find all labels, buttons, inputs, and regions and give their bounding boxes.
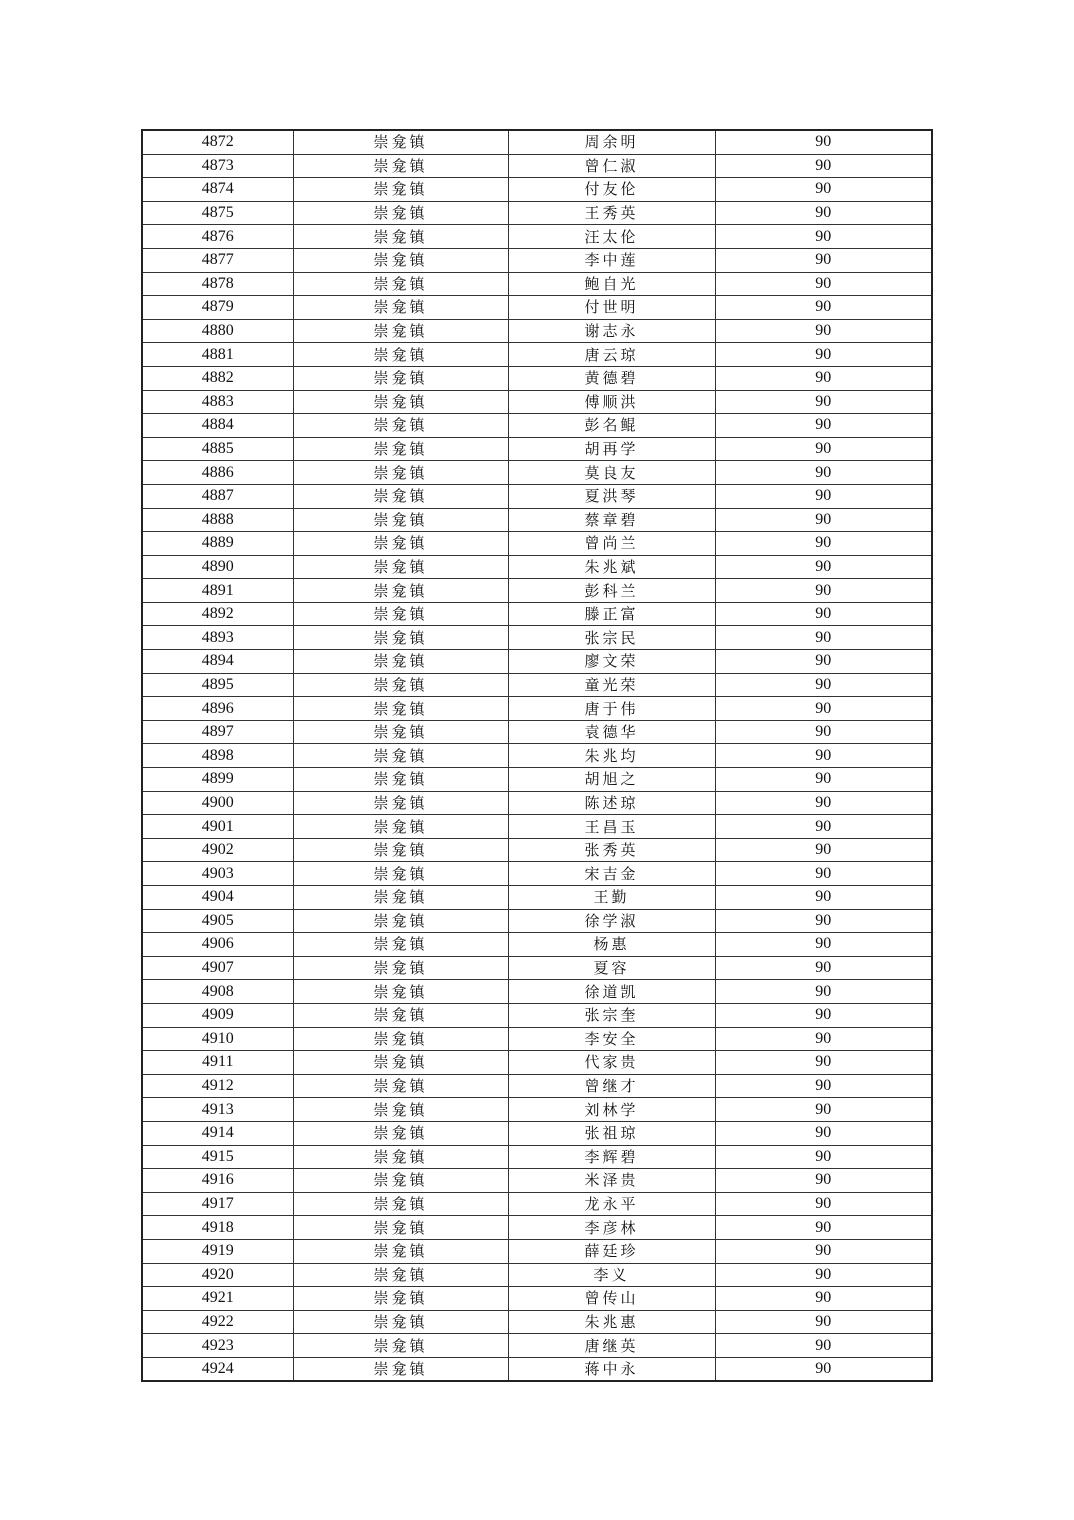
name-cell: 杨惠 xyxy=(508,933,715,957)
name-cell: 张秀英 xyxy=(508,838,715,862)
table-row xyxy=(142,1027,932,1051)
town-cell: 崇龛镇 xyxy=(293,555,508,579)
row-number-cell: 4919 xyxy=(142,1239,293,1263)
score-cell: 90 xyxy=(715,602,932,626)
row-number-cell: 4901 xyxy=(142,815,293,839)
row-number-cell: 4877 xyxy=(142,248,293,272)
row-number-cell: 4881 xyxy=(142,343,293,367)
town-cell: 崇龛镇 xyxy=(293,626,508,650)
town-cell: 崇龛镇 xyxy=(293,886,508,910)
town-cell: 崇龛镇 xyxy=(293,508,508,532)
town-cell: 崇龛镇 xyxy=(293,1239,508,1263)
name-cell: 刘林学 xyxy=(508,1098,715,1122)
table-row xyxy=(142,933,932,957)
row-number-cell: 4923 xyxy=(142,1334,293,1358)
town-cell: 崇龛镇 xyxy=(293,1145,508,1169)
town-cell: 崇龛镇 xyxy=(293,1192,508,1216)
town-cell: 崇龛镇 xyxy=(293,815,508,839)
table-row xyxy=(142,296,932,320)
name-cell: 张宗奎 xyxy=(508,1003,715,1027)
town-cell: 崇龛镇 xyxy=(293,862,508,886)
town-cell: 崇龛镇 xyxy=(293,650,508,674)
table-row xyxy=(142,673,932,697)
town-cell: 崇龛镇 xyxy=(293,1169,508,1193)
name-cell: 蔡章碧 xyxy=(508,508,715,532)
roster-table-body xyxy=(142,130,932,1381)
town-cell: 崇龛镇 xyxy=(293,1051,508,1075)
score-cell: 90 xyxy=(715,1074,932,1098)
town-cell: 崇龛镇 xyxy=(293,1216,508,1240)
table-row xyxy=(142,744,932,768)
town-cell: 崇龛镇 xyxy=(293,343,508,367)
table-row xyxy=(142,1192,932,1216)
name-cell: 李彦林 xyxy=(508,1216,715,1240)
row-number-cell: 4898 xyxy=(142,744,293,768)
row-number-cell: 4890 xyxy=(142,555,293,579)
score-cell: 90 xyxy=(715,744,932,768)
name-cell: 朱兆均 xyxy=(508,744,715,768)
town-cell: 崇龛镇 xyxy=(293,697,508,721)
town-cell: 崇龛镇 xyxy=(293,130,508,154)
name-cell: 黄德碧 xyxy=(508,366,715,390)
row-number-cell: 4872 xyxy=(142,130,293,154)
name-cell: 鲍自光 xyxy=(508,272,715,296)
table-row xyxy=(142,1051,932,1075)
score-cell: 90 xyxy=(715,1121,932,1145)
name-cell: 龙永平 xyxy=(508,1192,715,1216)
table-row xyxy=(142,791,932,815)
table-row xyxy=(142,272,932,296)
roster-table xyxy=(141,129,933,1382)
name-cell: 朱兆斌 xyxy=(508,555,715,579)
name-cell: 薛廷珍 xyxy=(508,1239,715,1263)
table-row xyxy=(142,626,932,650)
table-row xyxy=(142,178,932,202)
town-cell: 崇龛镇 xyxy=(293,956,508,980)
town-cell: 崇龛镇 xyxy=(293,838,508,862)
name-cell: 袁德华 xyxy=(508,720,715,744)
town-cell: 崇龛镇 xyxy=(293,484,508,508)
score-cell: 90 xyxy=(715,508,932,532)
table-row xyxy=(142,201,932,225)
town-cell: 崇龛镇 xyxy=(293,1003,508,1027)
table-row xyxy=(142,154,932,178)
row-number-cell: 4906 xyxy=(142,933,293,957)
score-cell: 90 xyxy=(715,791,932,815)
score-cell: 90 xyxy=(715,201,932,225)
score-cell: 90 xyxy=(715,1192,932,1216)
name-cell: 曾继才 xyxy=(508,1074,715,1098)
score-cell: 90 xyxy=(715,555,932,579)
town-cell: 崇龛镇 xyxy=(293,532,508,556)
row-number-cell: 4892 xyxy=(142,602,293,626)
town-cell: 崇龛镇 xyxy=(293,744,508,768)
row-number-cell: 4878 xyxy=(142,272,293,296)
table-row xyxy=(142,225,932,249)
score-cell: 90 xyxy=(715,366,932,390)
town-cell: 崇龛镇 xyxy=(293,390,508,414)
score-cell: 90 xyxy=(715,933,932,957)
town-cell: 崇龛镇 xyxy=(293,1357,508,1381)
name-cell: 徐学淑 xyxy=(508,909,715,933)
table-row xyxy=(142,532,932,556)
row-number-cell: 4887 xyxy=(142,484,293,508)
row-number-cell: 4891 xyxy=(142,579,293,603)
row-number-cell: 4874 xyxy=(142,178,293,202)
name-cell: 王秀英 xyxy=(508,201,715,225)
table-row xyxy=(142,650,932,674)
row-number-cell: 4909 xyxy=(142,1003,293,1027)
town-cell: 崇龛镇 xyxy=(293,768,508,792)
table-row xyxy=(142,956,932,980)
score-cell: 90 xyxy=(715,650,932,674)
row-number-cell: 4907 xyxy=(142,956,293,980)
table-row xyxy=(142,248,932,272)
town-cell: 崇龛镇 xyxy=(293,1310,508,1334)
score-cell: 90 xyxy=(715,1216,932,1240)
name-cell: 胡再学 xyxy=(508,437,715,461)
score-cell: 90 xyxy=(715,862,932,886)
row-number-cell: 4899 xyxy=(142,768,293,792)
row-number-cell: 4889 xyxy=(142,532,293,556)
town-cell: 崇龛镇 xyxy=(293,1334,508,1358)
name-cell: 付友伦 xyxy=(508,178,715,202)
score-cell: 90 xyxy=(715,626,932,650)
row-number-cell: 4918 xyxy=(142,1216,293,1240)
score-cell: 90 xyxy=(715,532,932,556)
score-cell: 90 xyxy=(715,343,932,367)
row-number-cell: 4924 xyxy=(142,1357,293,1381)
town-cell: 崇龛镇 xyxy=(293,1287,508,1311)
town-cell: 崇龛镇 xyxy=(293,272,508,296)
table-row xyxy=(142,1263,932,1287)
row-number-cell: 4893 xyxy=(142,626,293,650)
score-cell: 90 xyxy=(715,697,932,721)
table-row xyxy=(142,414,932,438)
row-number-cell: 4897 xyxy=(142,720,293,744)
score-cell: 90 xyxy=(715,720,932,744)
row-number-cell: 4904 xyxy=(142,886,293,910)
name-cell: 谢志永 xyxy=(508,319,715,343)
score-cell: 90 xyxy=(715,248,932,272)
name-cell: 夏容 xyxy=(508,956,715,980)
town-cell: 崇龛镇 xyxy=(293,1263,508,1287)
town-cell: 崇龛镇 xyxy=(293,154,508,178)
name-cell: 张宗民 xyxy=(508,626,715,650)
name-cell: 米泽贵 xyxy=(508,1169,715,1193)
table-row xyxy=(142,366,932,390)
name-cell: 蒋中永 xyxy=(508,1357,715,1381)
score-cell: 90 xyxy=(715,1310,932,1334)
row-number-cell: 4875 xyxy=(142,201,293,225)
name-cell: 宋吉金 xyxy=(508,862,715,886)
score-cell: 90 xyxy=(715,319,932,343)
name-cell: 曾尚兰 xyxy=(508,532,715,556)
row-number-cell: 4910 xyxy=(142,1027,293,1051)
score-cell: 90 xyxy=(715,1357,932,1381)
score-cell: 90 xyxy=(715,178,932,202)
row-number-cell: 4882 xyxy=(142,366,293,390)
table-row xyxy=(142,1216,932,1240)
row-number-cell: 4922 xyxy=(142,1310,293,1334)
row-number-cell: 4876 xyxy=(142,225,293,249)
row-number-cell: 4916 xyxy=(142,1169,293,1193)
score-cell: 90 xyxy=(715,1239,932,1263)
name-cell: 彭科兰 xyxy=(508,579,715,603)
score-cell: 90 xyxy=(715,225,932,249)
name-cell: 曾仁淑 xyxy=(508,154,715,178)
score-cell: 90 xyxy=(715,673,932,697)
name-cell: 周余明 xyxy=(508,130,715,154)
table-row xyxy=(142,343,932,367)
town-cell: 崇龛镇 xyxy=(293,602,508,626)
table-row xyxy=(142,1145,932,1169)
table-row xyxy=(142,130,932,154)
score-cell: 90 xyxy=(715,1169,932,1193)
score-cell: 90 xyxy=(715,1098,932,1122)
table-row xyxy=(142,720,932,744)
row-number-cell: 4917 xyxy=(142,1192,293,1216)
name-cell: 王昌玉 xyxy=(508,815,715,839)
name-cell: 徐道凯 xyxy=(508,980,715,1004)
name-cell: 曾传山 xyxy=(508,1287,715,1311)
table-row xyxy=(142,1074,932,1098)
table-row xyxy=(142,319,932,343)
row-number-cell: 4888 xyxy=(142,508,293,532)
row-number-cell: 4914 xyxy=(142,1121,293,1145)
town-cell: 崇龛镇 xyxy=(293,366,508,390)
town-cell: 崇龛镇 xyxy=(293,248,508,272)
name-cell: 唐于伟 xyxy=(508,697,715,721)
row-number-cell: 4885 xyxy=(142,437,293,461)
row-number-cell: 4915 xyxy=(142,1145,293,1169)
name-cell: 唐云琼 xyxy=(508,343,715,367)
row-number-cell: 4879 xyxy=(142,296,293,320)
score-cell: 90 xyxy=(715,768,932,792)
score-cell: 90 xyxy=(715,909,932,933)
row-number-cell: 4913 xyxy=(142,1098,293,1122)
row-number-cell: 4884 xyxy=(142,414,293,438)
town-cell: 崇龛镇 xyxy=(293,579,508,603)
row-number-cell: 4911 xyxy=(142,1051,293,1075)
score-cell: 90 xyxy=(715,154,932,178)
score-cell: 90 xyxy=(715,390,932,414)
name-cell: 莫良友 xyxy=(508,461,715,485)
row-number-cell: 4905 xyxy=(142,909,293,933)
row-number-cell: 4894 xyxy=(142,650,293,674)
town-cell: 崇龛镇 xyxy=(293,461,508,485)
name-cell: 李辉碧 xyxy=(508,1145,715,1169)
table-row xyxy=(142,1003,932,1027)
score-cell: 90 xyxy=(715,437,932,461)
table-row xyxy=(142,909,932,933)
score-cell: 90 xyxy=(715,1027,932,1051)
row-number-cell: 4903 xyxy=(142,862,293,886)
table-row xyxy=(142,1310,932,1334)
name-cell: 滕正富 xyxy=(508,602,715,626)
table-row xyxy=(142,768,932,792)
score-cell: 90 xyxy=(715,414,932,438)
name-cell: 陈述琼 xyxy=(508,791,715,815)
town-cell: 崇龛镇 xyxy=(293,1121,508,1145)
row-number-cell: 4920 xyxy=(142,1263,293,1287)
town-cell: 崇龛镇 xyxy=(293,414,508,438)
score-cell: 90 xyxy=(715,1334,932,1358)
score-cell: 90 xyxy=(715,461,932,485)
name-cell: 夏洪琴 xyxy=(508,484,715,508)
score-cell: 90 xyxy=(715,886,932,910)
score-cell: 90 xyxy=(715,1263,932,1287)
name-cell: 李义 xyxy=(508,1263,715,1287)
score-cell: 90 xyxy=(715,579,932,603)
town-cell: 崇龛镇 xyxy=(293,178,508,202)
town-cell: 崇龛镇 xyxy=(293,933,508,957)
row-number-cell: 4873 xyxy=(142,154,293,178)
town-cell: 崇龛镇 xyxy=(293,296,508,320)
table-row xyxy=(142,437,932,461)
name-cell: 汪太伦 xyxy=(508,225,715,249)
table-row xyxy=(142,1287,932,1311)
name-cell: 彭名鲲 xyxy=(508,414,715,438)
name-cell: 张祖琼 xyxy=(508,1121,715,1145)
row-number-cell: 4895 xyxy=(142,673,293,697)
score-cell: 90 xyxy=(715,296,932,320)
name-cell: 付世明 xyxy=(508,296,715,320)
name-cell: 童光荣 xyxy=(508,673,715,697)
name-cell: 胡旭之 xyxy=(508,768,715,792)
score-cell: 90 xyxy=(715,484,932,508)
table-row xyxy=(142,838,932,862)
town-cell: 崇龛镇 xyxy=(293,437,508,461)
table-row xyxy=(142,484,932,508)
score-cell: 90 xyxy=(715,1003,932,1027)
row-number-cell: 4896 xyxy=(142,697,293,721)
table-row xyxy=(142,579,932,603)
table-row xyxy=(142,886,932,910)
table-row xyxy=(142,1239,932,1263)
town-cell: 崇龛镇 xyxy=(293,720,508,744)
table-row xyxy=(142,815,932,839)
score-cell: 90 xyxy=(715,815,932,839)
score-cell: 90 xyxy=(715,1051,932,1075)
row-number-cell: 4921 xyxy=(142,1287,293,1311)
table-row xyxy=(142,508,932,532)
score-cell: 90 xyxy=(715,980,932,1004)
score-cell: 90 xyxy=(715,272,932,296)
row-number-cell: 4908 xyxy=(142,980,293,1004)
row-number-cell: 4902 xyxy=(142,838,293,862)
table-row xyxy=(142,390,932,414)
table-row xyxy=(142,555,932,579)
town-cell: 崇龛镇 xyxy=(293,1098,508,1122)
town-cell: 崇龛镇 xyxy=(293,909,508,933)
name-cell: 廖文荣 xyxy=(508,650,715,674)
score-cell: 90 xyxy=(715,1287,932,1311)
row-number-cell: 4912 xyxy=(142,1074,293,1098)
table-row xyxy=(142,461,932,485)
table-row xyxy=(142,602,932,626)
row-number-cell: 4886 xyxy=(142,461,293,485)
score-cell: 90 xyxy=(715,956,932,980)
table-row xyxy=(142,980,932,1004)
row-number-cell: 4900 xyxy=(142,791,293,815)
score-cell: 90 xyxy=(715,838,932,862)
town-cell: 崇龛镇 xyxy=(293,980,508,1004)
table-row xyxy=(142,1357,932,1381)
town-cell: 崇龛镇 xyxy=(293,225,508,249)
town-cell: 崇龛镇 xyxy=(293,319,508,343)
name-cell: 李中莲 xyxy=(508,248,715,272)
town-cell: 崇龛镇 xyxy=(293,673,508,697)
name-cell: 唐继英 xyxy=(508,1334,715,1358)
name-cell: 朱兆惠 xyxy=(508,1310,715,1334)
name-cell: 代家贵 xyxy=(508,1051,715,1075)
table-row xyxy=(142,1169,932,1193)
score-cell: 90 xyxy=(715,1145,932,1169)
table-row xyxy=(142,862,932,886)
table-row xyxy=(142,1098,932,1122)
row-number-cell: 4883 xyxy=(142,390,293,414)
town-cell: 崇龛镇 xyxy=(293,201,508,225)
name-cell: 李安全 xyxy=(508,1027,715,1051)
row-number-cell: 4880 xyxy=(142,319,293,343)
name-cell: 王勤 xyxy=(508,886,715,910)
name-cell: 傅顺洪 xyxy=(508,390,715,414)
table-row xyxy=(142,1334,932,1358)
table-row xyxy=(142,1121,932,1145)
town-cell: 崇龛镇 xyxy=(293,1027,508,1051)
score-cell: 90 xyxy=(715,130,932,154)
town-cell: 崇龛镇 xyxy=(293,1074,508,1098)
table-row xyxy=(142,697,932,721)
town-cell: 崇龛镇 xyxy=(293,791,508,815)
